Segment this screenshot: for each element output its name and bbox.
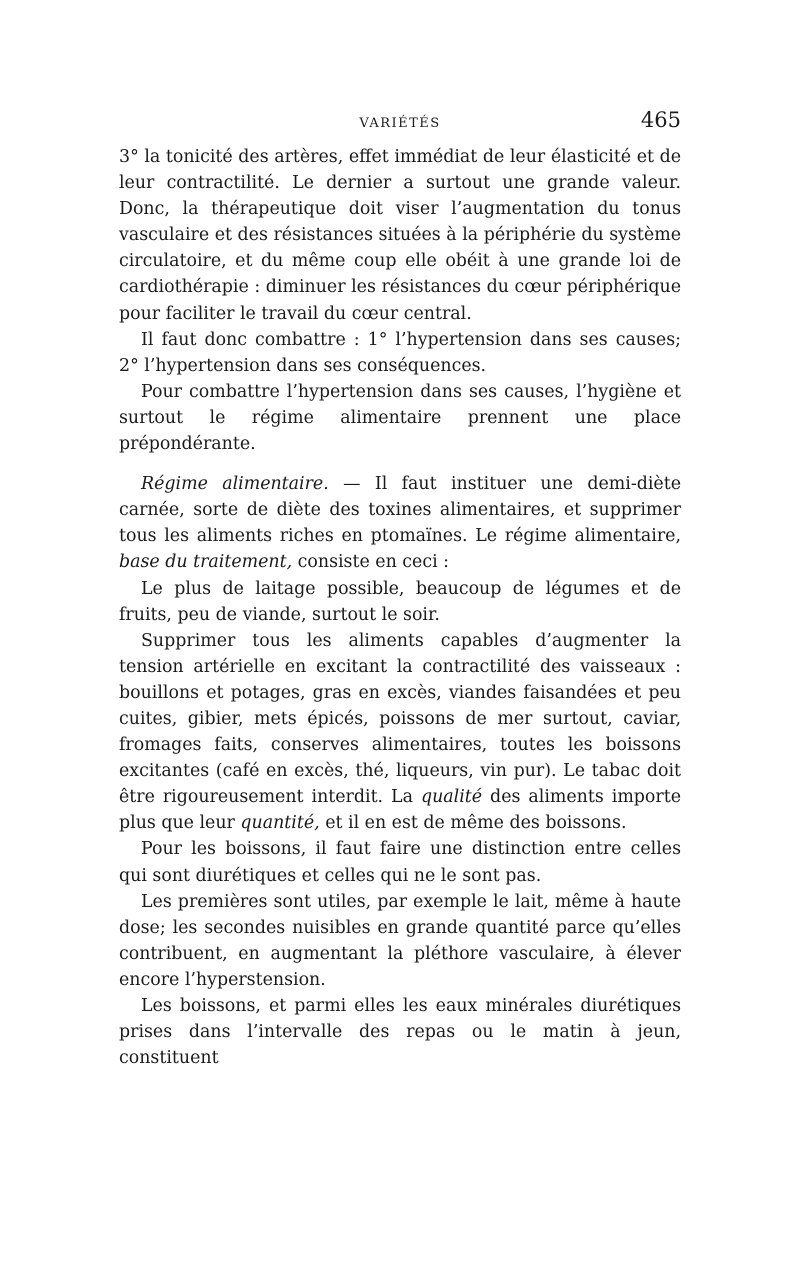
- paragraph-diet: [119, 471, 681, 575]
- diet-emphasis: base du traitement,: [119, 552, 293, 573]
- running-head: [119, 108, 681, 144]
- paragraph-mineral-waters: Les boissons, et parmi elles les eaux minérales diurétiques prises dans l’intervalle des repas ou le matin à jeun, constituent: [119, 996, 681, 1069]
- paragraph-causes-hygiene: Pour combattre l’hypertension dans ses causes, l’hygiène et surtout le régime alimentaire prennent une place prépondérante.: [119, 381, 681, 455]
- paragraph-suppress-foods: [119, 628, 681, 837]
- section-heading-diet: Régime alimentaire.: [141, 474, 329, 495]
- emphasis-quality: qualité: [420, 787, 483, 808]
- diet-text-c: consiste en ceci :: [292, 552, 450, 573]
- diet-text-a: — Il faut instituer une demi-diète carnée, sorte de diète des toxines alimentaires, et supprimer tous les aliments riches en ptomaïnes. Le régime alimentaire,: [119, 474, 682, 547]
- suppress-text-e: et il en est de même des boissons.: [319, 813, 627, 834]
- emphasis-quantity: quantité,: [240, 813, 320, 834]
- paragraph-drinks-useful: Les premières sont utiles, par exemple le lait, même à haute dose; les secondes nuisibles en grande quantité parce qu’elles contribuent, en augmentant la pléthore vasculaire, à élever encore l’hyperstension.: [119, 891, 681, 990]
- page-number: 465: [640, 108, 681, 132]
- running-title: VARIÉTÉS: [359, 116, 441, 131]
- paragraph-arterial-tonicity: 3° la tonicité des artères, effet immédiat de leur élasticité et de leur contractilité. Le dernier a surtout une grande valeur. Donc, la thérapeutique doit viser l’augmentation du tonus vasculaire et des résistances situées à la périphérie du système circulatoire, et du même coup elle obéit à une grande loi de cardiothérapie : diminuer les résistances du cœur périphérique pour faciliter le travail du cœur central.: [119, 147, 681, 324]
- suppress-text-c: des aliments importe plus que leur: [119, 787, 681, 834]
- book-page: [119, 108, 681, 1071]
- paragraph-drinks-distinction: Pour les boissons, il faut faire une distinction entre celles qui sont diurétiques et celles qui ne le sont pas.: [119, 839, 681, 886]
- paragraph-combat-hypertension: Il faut donc combattre : 1° l’hypertension dans ses causes; 2° l’hypertension dans ses conséquences.: [119, 329, 681, 376]
- suppress-text-a: Supprimer tous les aliments capables d’augmenter la tension artérielle en excitant la contractilité des vaisseaux : bouillons et potages, gras en excès, viandes faisandées et peu cuites, gibier, mets épicés, poissons de mer surtout, caviar, fromages faits, conserves alimentaires, toutes les boissons excitantes (café en excès, thé, liqueurs, vin pur). Le tabac doit être rigoureusement interdit. La: [119, 630, 681, 808]
- paragraph-dairy-vegetables: Le plus de laitage possible, beaucoup de légumes et de fruits, peu de viande, surtout le soir.: [119, 578, 681, 625]
